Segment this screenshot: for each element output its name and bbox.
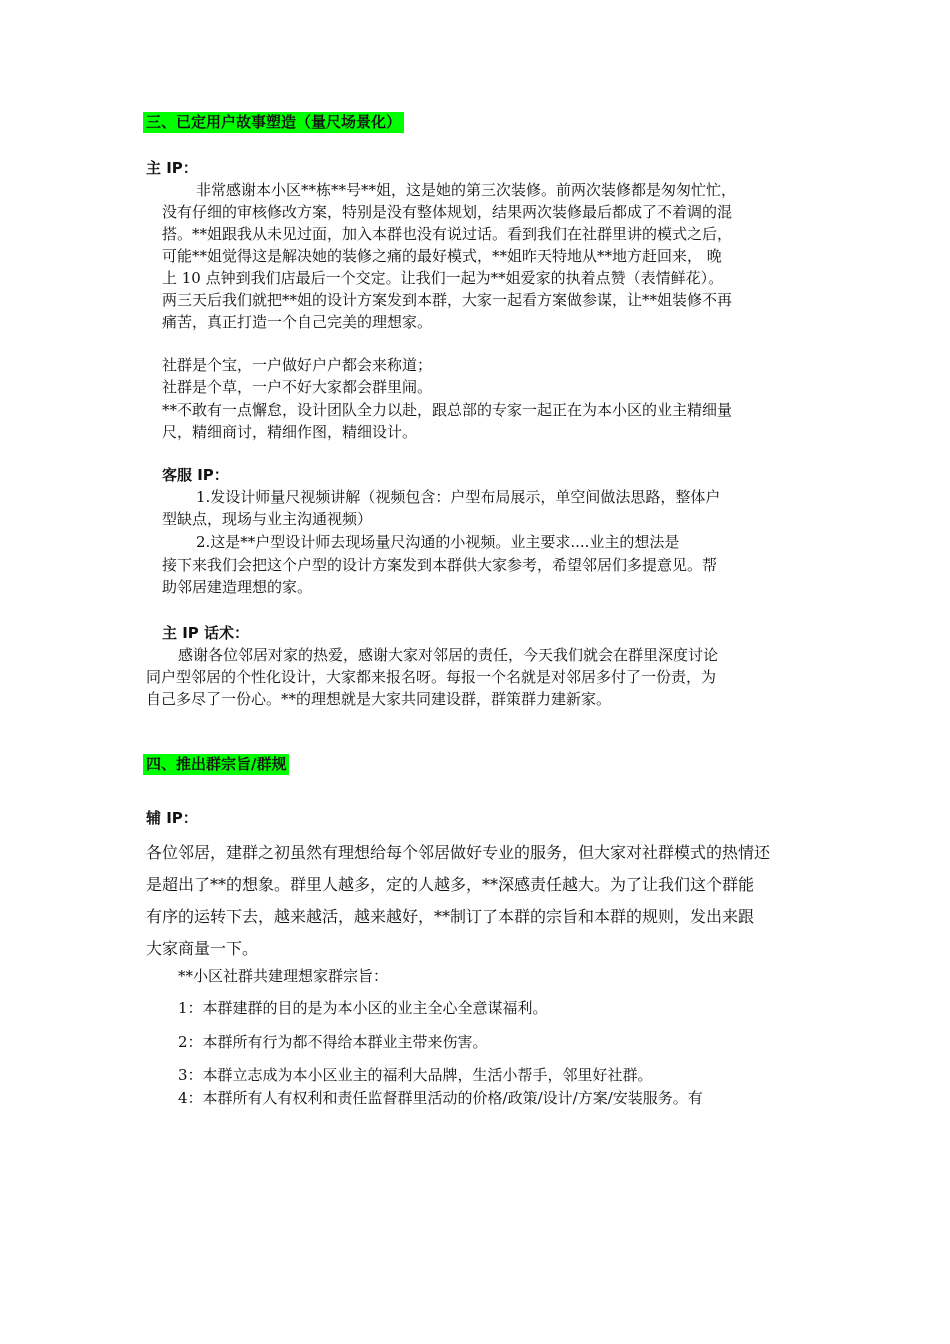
slogan-line: 社群是个宝，一户做好户户都会来称道； (162, 356, 433, 374)
assist-ip-label: 辅 IP： (146, 809, 198, 827)
paragraph-line: 自己多尽了一份心。**的理想就是大家共同建设群，群策群力建新家。 (146, 690, 612, 708)
slogan-line: **不敢有一点懈怠，设计团队全力以赴，跟总部的专家一起正在为本小区的业主精细量 (162, 401, 733, 419)
paragraph-line: 痛苦，真正打造一个自己完美的理想家。 (162, 313, 433, 331)
paragraph-line: 可能**姐觉得这是解决她的装修之痛的最好模式，**姐昨天特地从**地方赶回来， 晚 (162, 247, 722, 265)
tenets-title: **小区社群共建理想家群宗旨： (178, 967, 389, 985)
section-heading-3: 三、已定用户故事塑造（量尺场景化） (143, 112, 404, 133)
paragraph-line: 各位邻居，建群之初虽然有理想给每个邻居做好专业的服务，但大家对社群模式的热情还 (146, 843, 771, 862)
paragraph-line: 上 10 点钟到我们店最后一个交定。让我们一起为**姐爱家的执着点赞（表情鲜花）。 (162, 269, 724, 287)
paragraph-line: 两三天后我们就把**姐的设计方案发到本群，大家一起看方案做参谋，让**姐装修不再 (162, 291, 733, 309)
paragraph-line: 2.这是**户型设计师去现场量尺沟通的小视频。业主要求....业主的想法是 (196, 533, 680, 551)
paragraph-line: 接下来我们会把这个户型的设计方案发到本群供大家参考，希望邻居们多提意见。帮 (162, 556, 718, 574)
main-ip-script-label: 主 IP 话术： (162, 624, 250, 642)
slogan-line: 社群是个草，一户不好大家都会群里闹。 (162, 378, 433, 396)
tenet-item: 3：本群立志成为本小区业主的福利大品牌，生活小帮手，邻里好社群。 (178, 1066, 653, 1084)
paragraph-line: 有序的运转下去，越来越活，越来越好，**制订了本群的宗旨和本群的规则，发出来跟 (146, 907, 755, 926)
section-heading-4: 四、推出群宗旨/群规 (143, 754, 289, 775)
paragraph-line: 1.发设计师量尺视频讲解（视频包含：户型布局展示，单空间做法思路，整体户 (196, 488, 721, 506)
slogan-line: 尺，精细商讨，精细作图，精细设计。 (162, 423, 418, 441)
tenet-item: 1：本群建群的目的是为本小区的业主全心全意谋福利。 (178, 999, 548, 1017)
service-ip-label: 客服 IP： (162, 466, 229, 484)
paragraph-line: 助邻居建造理想的家。 (162, 578, 313, 596)
paragraph-line: 是超出了**的想象。群里人越多，定的人越多，**深感责任越大。为了让我们这个群能 (146, 875, 755, 894)
paragraph-line: 搭。**姐跟我从未见过面，加入本群也没有说过话。看到我们在社群里讲的模式之后， (162, 225, 733, 243)
tenet-item: 4：本群所有人有权利和责任监督群里活动的价格/政策/设计/方案/安装服务。有 (178, 1089, 703, 1107)
tenet-item: 2：本群所有行为都不得给本群业主带来伤害。 (178, 1033, 488, 1051)
paragraph-line: 同户型邻居的个性化设计，大家都来报名呀。每报一个名就是对邻居多付了一份责，为 (146, 668, 717, 686)
paragraph-line: 型缺点，现场与业主沟通视频） (162, 510, 373, 528)
paragraph-line: 非常感谢本小区**栋**号**姐，这是她的第三次装修。前两次装修都是匆匆忙忙， (196, 181, 737, 199)
paragraph-line: 没有仔细的审核修改方案，特别是没有整体规划，结果两次装修最后都成了不着调的混 (162, 203, 733, 221)
paragraph-line: 大家商量一下。 (146, 939, 259, 958)
paragraph-line: 感谢各位邻居对家的热爱，感谢大家对邻居的责任，今天我们就会在群里深度讨论 (178, 646, 719, 664)
main-ip-label: 主 IP： (146, 159, 198, 177)
